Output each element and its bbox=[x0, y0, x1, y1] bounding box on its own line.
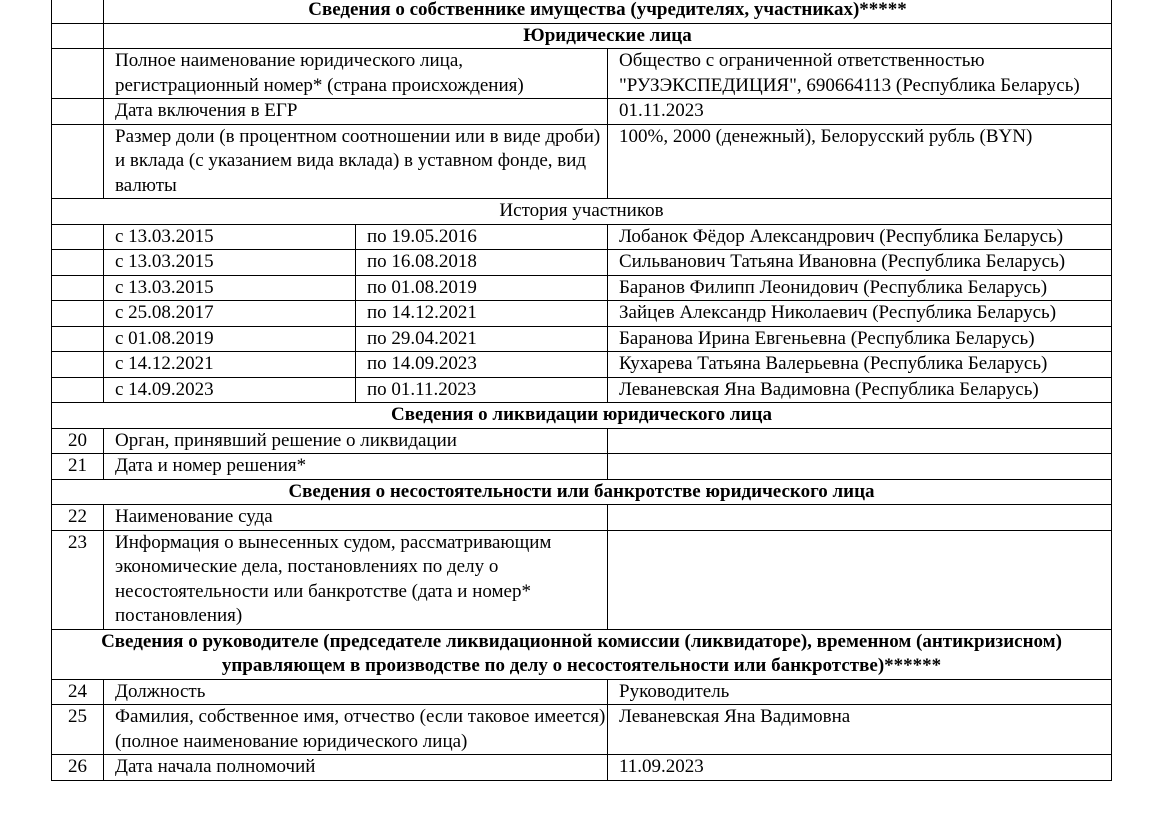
table-row bbox=[52, 428, 1112, 454]
history-participant: Баранова Ирина Евгеньевна (Республика Беларусь) bbox=[608, 326, 1112, 352]
liquidation-heading: Сведения о ликвидации юридического лица bbox=[52, 403, 1112, 429]
field-value: 11.09.2023 bbox=[608, 755, 1112, 781]
row-number: 24 bbox=[52, 679, 104, 705]
history-heading: История участников bbox=[52, 199, 1112, 225]
table-row bbox=[52, 124, 1112, 199]
history-participant: Зайцев Александр Николаевич (Республика Беларусь) bbox=[608, 301, 1112, 327]
history-from: с 13.03.2015 bbox=[104, 224, 356, 250]
field-label: Размер доли (в процентном соотношении или в виде дроби) и вклада (с указанием вида вклада) в уставном фонде, вид валюты bbox=[104, 124, 608, 199]
row-number-cell bbox=[52, 0, 104, 23]
field-label: Полное наименование юридического лица, регистрационный номер* (страна происхождения) bbox=[104, 49, 608, 99]
field-value bbox=[608, 454, 1112, 480]
field-value: 100%, 2000 (денежный), Белорусский рубль (BYN) bbox=[608, 124, 1112, 199]
owner-subheading-row bbox=[52, 23, 1112, 49]
history-to: по 14.12.2021 bbox=[356, 301, 608, 327]
history-from: с 14.12.2021 bbox=[104, 352, 356, 378]
history-from: с 01.08.2019 bbox=[104, 326, 356, 352]
liquidation-heading-row bbox=[52, 403, 1112, 429]
owner-section-heading-row bbox=[52, 0, 1112, 23]
field-label: Орган, принявший решение о ликвидации bbox=[104, 428, 608, 454]
history-from: с 25.08.2017 bbox=[104, 301, 356, 327]
row-number: 23 bbox=[52, 530, 104, 629]
bankruptcy-heading: Сведения о несостоятельности или банкротстве юридического лица bbox=[52, 479, 1112, 505]
table-row bbox=[52, 454, 1112, 480]
field-label: Фамилия, собственное имя, отчество (если таковое имеется) (полное наименование юридического лица) bbox=[104, 705, 608, 755]
table-row bbox=[52, 530, 1112, 629]
manager-heading-row bbox=[52, 629, 1112, 679]
field-label: Дата и номер решения* bbox=[104, 454, 608, 480]
history-participant: Кухарева Татьяна Валерьевна (Республика Беларусь) bbox=[608, 352, 1112, 378]
field-value bbox=[608, 428, 1112, 454]
history-row bbox=[52, 224, 1112, 250]
row-number-cell bbox=[52, 352, 104, 378]
row-number: 26 bbox=[52, 755, 104, 781]
history-to: по 16.08.2018 bbox=[356, 250, 608, 276]
history-participant: Баранов Филипп Леонидович (Республика Беларусь) bbox=[608, 275, 1112, 301]
registry-extract-table bbox=[51, 0, 1112, 781]
history-to: по 14.09.2023 bbox=[356, 352, 608, 378]
row-number-cell bbox=[52, 124, 104, 199]
field-label: Дата включения в ЕГР bbox=[104, 99, 608, 125]
history-to: по 29.04.2021 bbox=[356, 326, 608, 352]
row-number-cell bbox=[52, 224, 104, 250]
owner-subheading: Юридические лица bbox=[104, 23, 1112, 49]
row-number-cell bbox=[52, 275, 104, 301]
table-row bbox=[52, 99, 1112, 125]
bankruptcy-heading-row bbox=[52, 479, 1112, 505]
history-participant: Леваневская Яна Вадимовна (Республика Беларусь) bbox=[608, 377, 1112, 403]
history-to: по 19.05.2016 bbox=[356, 224, 608, 250]
row-number-cell bbox=[52, 99, 104, 125]
history-participant: Лобанок Фёдор Александрович (Республика Беларусь) bbox=[608, 224, 1112, 250]
row-number-cell bbox=[52, 49, 104, 99]
field-value: Леваневская Яна Вадимовна bbox=[608, 705, 1112, 755]
row-number-cell bbox=[52, 326, 104, 352]
table-row bbox=[52, 505, 1112, 531]
history-participant: Сильванович Татьяна Ивановна (Республика Беларусь) bbox=[608, 250, 1112, 276]
field-value: Общество с ограниченной ответственностью "РУЗЭКСПЕДИЦИЯ", 690664113 (Республика Беларусь) bbox=[608, 49, 1112, 99]
field-label: Информация о вынесенных судом, рассматривающим экономические дела, постановлениях по делу о несостоятельности или банкротстве (дата и номер* постановления) bbox=[104, 530, 608, 629]
history-row bbox=[52, 275, 1112, 301]
table-row bbox=[52, 679, 1112, 705]
history-from: с 14.09.2023 bbox=[104, 377, 356, 403]
manager-heading: Сведения о руководителе (председателе ликвидационной комиссии (ликвидаторе), временном (антикризисном) управляющем в производстве по делу о несостоятельности или банкротстве)****** bbox=[52, 629, 1112, 679]
row-number: 20 bbox=[52, 428, 104, 454]
field-label: Наименование суда bbox=[104, 505, 608, 531]
row-number: 21 bbox=[52, 454, 104, 480]
field-value bbox=[608, 530, 1112, 629]
history-to: по 01.11.2023 bbox=[356, 377, 608, 403]
field-value: 01.11.2023 bbox=[608, 99, 1112, 125]
history-from: с 13.03.2015 bbox=[104, 250, 356, 276]
field-label: Должность bbox=[104, 679, 608, 705]
history-heading-row bbox=[52, 199, 1112, 225]
field-value: Руководитель bbox=[608, 679, 1112, 705]
history-row bbox=[52, 352, 1112, 378]
row-number: 22 bbox=[52, 505, 104, 531]
field-label: Дата начала полномочий bbox=[104, 755, 608, 781]
row-number-cell bbox=[52, 377, 104, 403]
history-from: с 13.03.2015 bbox=[104, 275, 356, 301]
history-row bbox=[52, 301, 1112, 327]
row-number-cell bbox=[52, 250, 104, 276]
row-number: 25 bbox=[52, 705, 104, 755]
field-value bbox=[608, 505, 1112, 531]
owner-section-heading: Сведения о собственнике имущества (учредителях, участниках)***** bbox=[104, 0, 1112, 23]
history-row bbox=[52, 250, 1112, 276]
row-number-cell bbox=[52, 23, 104, 49]
history-row bbox=[52, 326, 1112, 352]
table-row bbox=[52, 705, 1112, 755]
row-number-cell bbox=[52, 301, 104, 327]
table-row bbox=[52, 49, 1112, 99]
history-row bbox=[52, 377, 1112, 403]
history-to: по 01.08.2019 bbox=[356, 275, 608, 301]
table-row bbox=[52, 755, 1112, 781]
